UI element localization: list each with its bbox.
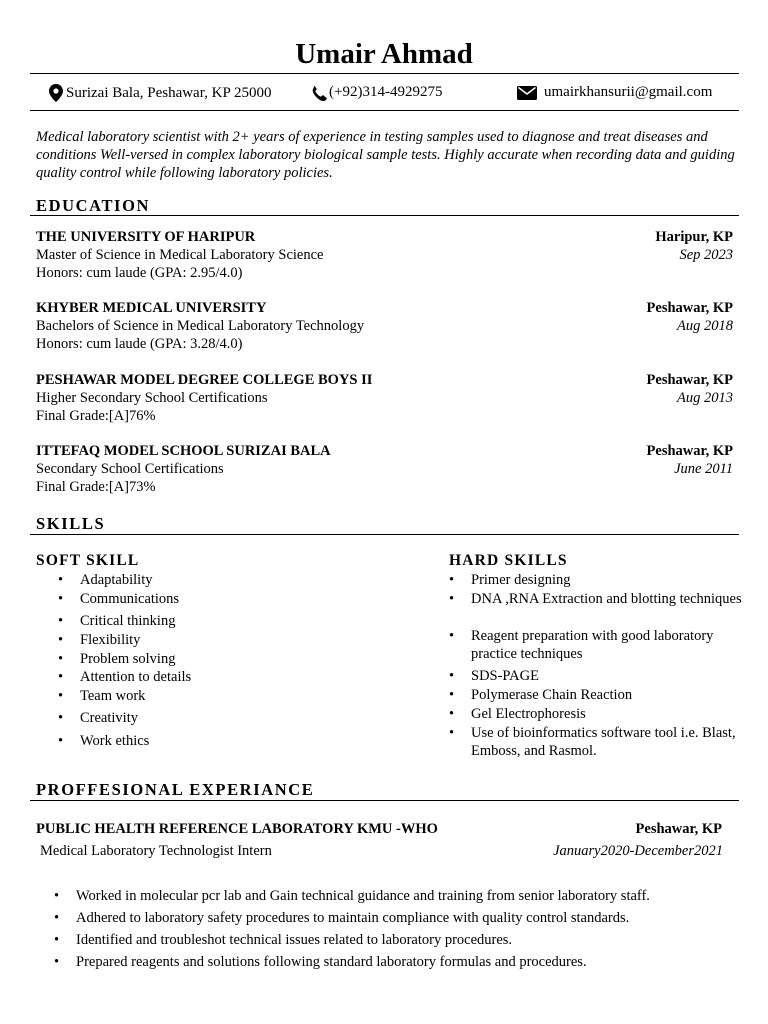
grade: Honors: cum laude (GPA: 3.28/4.0) — [36, 336, 243, 352]
school-name: PESHAWAR MODEL DEGREE COLLEGE BOYS II — [36, 372, 373, 388]
list-item: • Prepared reagents and solutions following standard laboratory formulas and procedures. — [36, 953, 736, 975]
email-text[interactable]: umairkhansurii@gmail.com — [544, 84, 713, 100]
grade: Honors: cum laude (GPA: 2.95/4.0) — [36, 265, 243, 281]
education-heading: EDUCATION — [36, 196, 151, 215]
school-name: ITTEFAQ MODEL SCHOOL SURIZAI BALA — [36, 443, 331, 459]
experience-heading: PROFFESIONAL EXPERIANCE — [36, 780, 315, 799]
list-item: • Identified and troubleshot technical issues related to laboratory procedures. — [36, 931, 736, 953]
list-item: • DNA ,RNA Extraction and blotting techniques — [427, 590, 747, 627]
list-item: • Work ethics — [36, 732, 416, 751]
graduation-date: Aug 2013 — [677, 390, 733, 406]
job-title: Medical Laboratory Technologist Intern — [40, 843, 272, 859]
school-location: Peshawar, KP — [646, 300, 733, 316]
degree: Bachelors of Science in Medical Laboratory Technology — [36, 318, 365, 334]
phone-text: (+92)314-4929275 — [329, 84, 443, 100]
list-item: • Adaptability — [36, 571, 416, 590]
list-item: • Critical thinking — [36, 612, 416, 631]
school-location: Peshawar, KP — [646, 372, 733, 388]
education-entry — [36, 371, 733, 425]
graduation-date: June 2011 — [674, 461, 733, 477]
education-entry — [36, 442, 733, 496]
experience-rule — [30, 800, 739, 801]
experience-header — [36, 821, 722, 838]
contact-phone — [311, 84, 442, 101]
school-name: THE UNIVERSITY OF HARIPUR — [36, 229, 256, 245]
school-location: Haripur, KP — [655, 229, 733, 245]
skills-heading: SKILLS — [36, 514, 106, 533]
list-item: • Problem solving — [36, 650, 416, 668]
degree: Secondary School Certifications — [36, 461, 224, 477]
soft-skills-heading: SOFT SKILL — [36, 552, 140, 569]
hard-skills-heading: HARD SKILLS — [449, 552, 568, 569]
graduation-date: Aug 2018 — [677, 318, 733, 334]
list-item: • Polymerase Chain Reaction — [427, 686, 747, 705]
list-item: • SDS-PAGE — [427, 667, 747, 686]
resume-name: Umair Ahmad — [295, 38, 473, 70]
header-bottom-rule — [30, 110, 739, 111]
employer-location: Peshawar, KP — [635, 821, 722, 837]
contact-email — [517, 84, 712, 101]
soft-skills-list — [36, 571, 416, 751]
school-name: KHYBER MEDICAL UNIVERSITY — [36, 300, 267, 316]
list-item: • Creativity — [36, 709, 416, 732]
degree: Master of Science in Medical Laboratory Science — [36, 247, 324, 263]
phone-icon — [311, 85, 327, 101]
employer-name: PUBLIC HEALTH REFERENCE LABORATORY KMU -WHO — [36, 821, 438, 837]
list-item: • Reagent preparation with good laboratory practice techniques — [427, 627, 747, 667]
list-item: • Use of bioinformatics software tool i.e. Blast, Emboss, and Rasmol. — [427, 724, 747, 761]
address-text: Surizai Bala, Peshawar, KP 25000 — [66, 84, 272, 101]
list-item: • Flexibility — [36, 631, 416, 650]
experience-subheader — [40, 843, 723, 860]
envelope-icon — [517, 86, 537, 100]
education-entry — [36, 228, 733, 282]
list-item: • Primer designing — [427, 571, 747, 590]
skills-rule — [30, 534, 739, 535]
list-item: • Communications — [36, 590, 416, 612]
list-item: • Adhered to laboratory safety procedures to maintain compliance with quality control standards. — [36, 909, 736, 931]
school-location: Peshawar, KP — [646, 443, 733, 459]
list-item: • Team work — [36, 687, 416, 709]
hard-skills-list — [427, 571, 747, 761]
employment-dates: January2020-December2021 — [553, 843, 723, 859]
contact-address — [49, 84, 271, 102]
degree: Higher Secondary School Certifications — [36, 390, 268, 406]
location-pin-icon — [49, 84, 63, 102]
list-item: • Worked in molecular pcr lab and Gain technical guidance and training from senior laboratory staff. — [36, 887, 736, 909]
grade: Final Grade:[A]76% — [36, 408, 156, 424]
experience-bullets — [36, 887, 736, 975]
header-top-rule — [30, 73, 739, 74]
graduation-date: Sep 2023 — [679, 247, 733, 263]
list-item: • Gel Electrophoresis — [427, 705, 747, 724]
grade: Final Grade:[A]73% — [36, 479, 156, 495]
professional-summary: Medical laboratory scientist with 2+ years of experience in testing samples used to diagnose and treat diseases and conditions Well-versed in complex laboratory biological sample tests. Highly accurate when recording data and guiding quality control while following laboratory policies. — [36, 129, 735, 181]
education-entry — [36, 299, 733, 353]
list-item: • Attention to details — [36, 668, 416, 687]
education-rule — [30, 215, 739, 216]
